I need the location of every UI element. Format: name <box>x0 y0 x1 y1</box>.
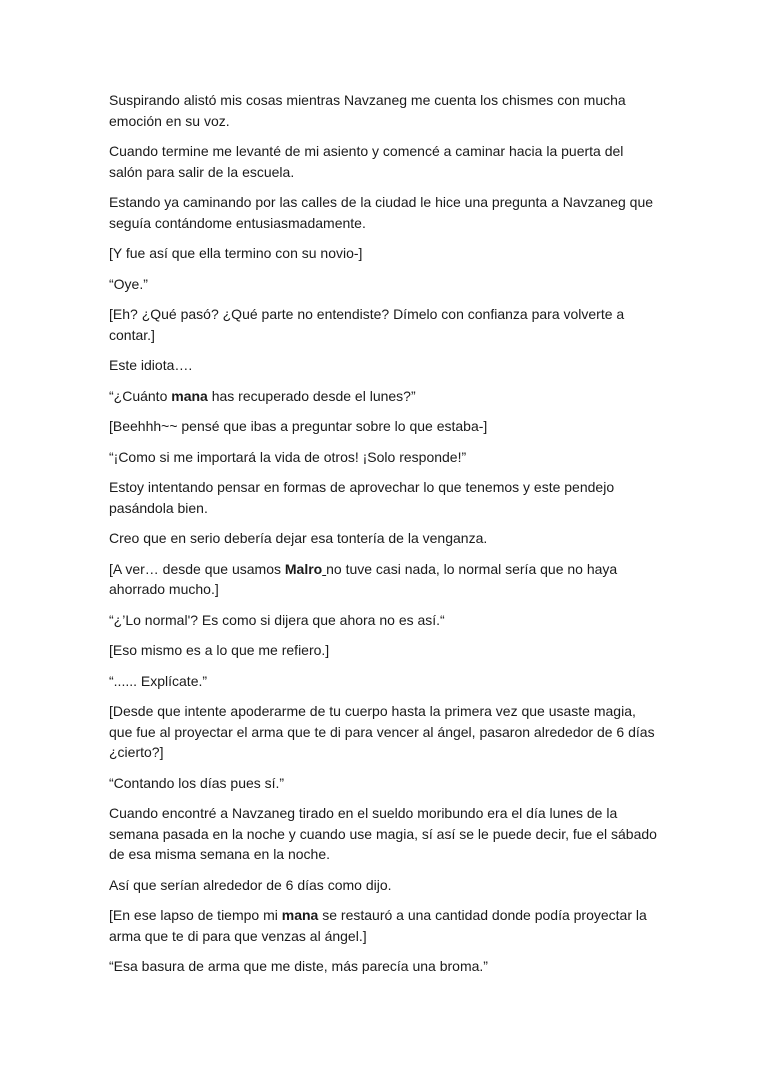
paragraph <box>109 528 657 549</box>
paragraph <box>109 640 657 661</box>
paragraph <box>109 905 657 946</box>
text-run: Suspirando alistó mis cosas mientras Navzaneg me cuenta los chismes con mucha emoción en su voz. <box>109 92 626 129</box>
paragraph <box>109 701 657 763</box>
paragraph <box>109 355 657 376</box>
paragraph <box>109 956 657 977</box>
text-run: se restauró a una cantidad donde podía proyectar la arma que te di para que venzas al ángel.] <box>109 907 647 944</box>
text-run: [Y fue así que ella termino con su novio-] <box>109 245 363 261</box>
paragraph <box>109 559 657 600</box>
text-run: “¿Cuánto <box>109 387 172 404</box>
bold-term: Malro <box>284 560 323 577</box>
text-run: Estoy intentando pensar en formas de aprovechar lo que tenemos y este pendejo pasándola bien. <box>109 479 615 516</box>
text-run: “Oye.” <box>109 275 148 292</box>
text-run: [Eh? ¿Qué pasó? ¿Qué parte no entendiste? Dímelo con confianza para volverte a contar.] <box>109 306 625 343</box>
paragraph <box>109 386 657 407</box>
paragraph <box>109 141 657 182</box>
text-run: “¡Como si me importará la vida de otros! ¡Solo responde!” <box>109 448 467 465</box>
text-run: Así que serían alrededor de 6 días como dijo. <box>109 876 392 893</box>
paragraph <box>109 90 657 131</box>
paragraph <box>109 274 657 295</box>
text-run: “Esa basura de arma que me diste, más parecía una broma.” <box>109 958 488 974</box>
text-run: “¿’Lo normal'? Es como si dijera que ahora no es así.“ <box>109 611 445 628</box>
text-run: [Beehhh~~ pensé que ibas a preguntar sobre lo que estaba-] <box>109 418 488 434</box>
text-run: Cuando termine me levanté de mi asiento y comencé a caminar hacia la puerta del salón para salir de la escuela. <box>109 143 624 180</box>
paragraph <box>109 875 657 896</box>
text-run: “...... Explícate.” <box>109 672 208 689</box>
text-run: [En ese lapso de tiempo mi <box>109 907 282 923</box>
paragraph <box>109 416 657 437</box>
text-run: [A ver… desde que usamos <box>109 560 285 577</box>
paragraph <box>109 671 657 692</box>
text-run: “Contando los días pues sí.” <box>109 774 285 791</box>
paragraph <box>109 447 657 468</box>
text-run: Estando ya caminando por las calles de la ciudad le hice una pregunta a Navzaneg que seguía contándome entusiasmadamente. <box>109 194 654 231</box>
paragraph <box>109 803 657 865</box>
bold-term: mana <box>171 387 208 404</box>
paragraph <box>109 610 657 631</box>
paragraph <box>109 192 657 233</box>
paragraph <box>109 477 657 518</box>
paragraph <box>109 304 657 345</box>
paragraph <box>109 243 657 264</box>
paragraph <box>109 773 657 794</box>
text-run: has recuperado desde el lunes?” <box>207 387 416 404</box>
text-run: Cuando encontré a Navzaneg tirado en el sueldo moribundo era el día lunes de la semana pasada en la noche y cuando use magia, sí así se le puede decir, fue el sábado de esa misma semana en la noche. <box>109 805 657 862</box>
text-run: Este idiota…. <box>109 357 193 373</box>
text-run: Creo que en serio debería dejar esa tontería de la venganza. <box>109 530 488 546</box>
text-run: [Desde que intente apoderarme de tu cuerpo hasta la primera vez que usaste magia, que fue al proyectar el arma que te di para vencer al ángel, pasaron alrededor de 6 días ¿cierto?] <box>109 703 655 760</box>
document-body <box>109 90 657 987</box>
text-run: no tuve casi nada, lo normal sería que no haya ahorrado mucho.] <box>109 560 618 597</box>
bold-term: mana <box>281 907 319 923</box>
text-run: [Eso mismo es a lo que me refiero.] <box>109 642 330 658</box>
